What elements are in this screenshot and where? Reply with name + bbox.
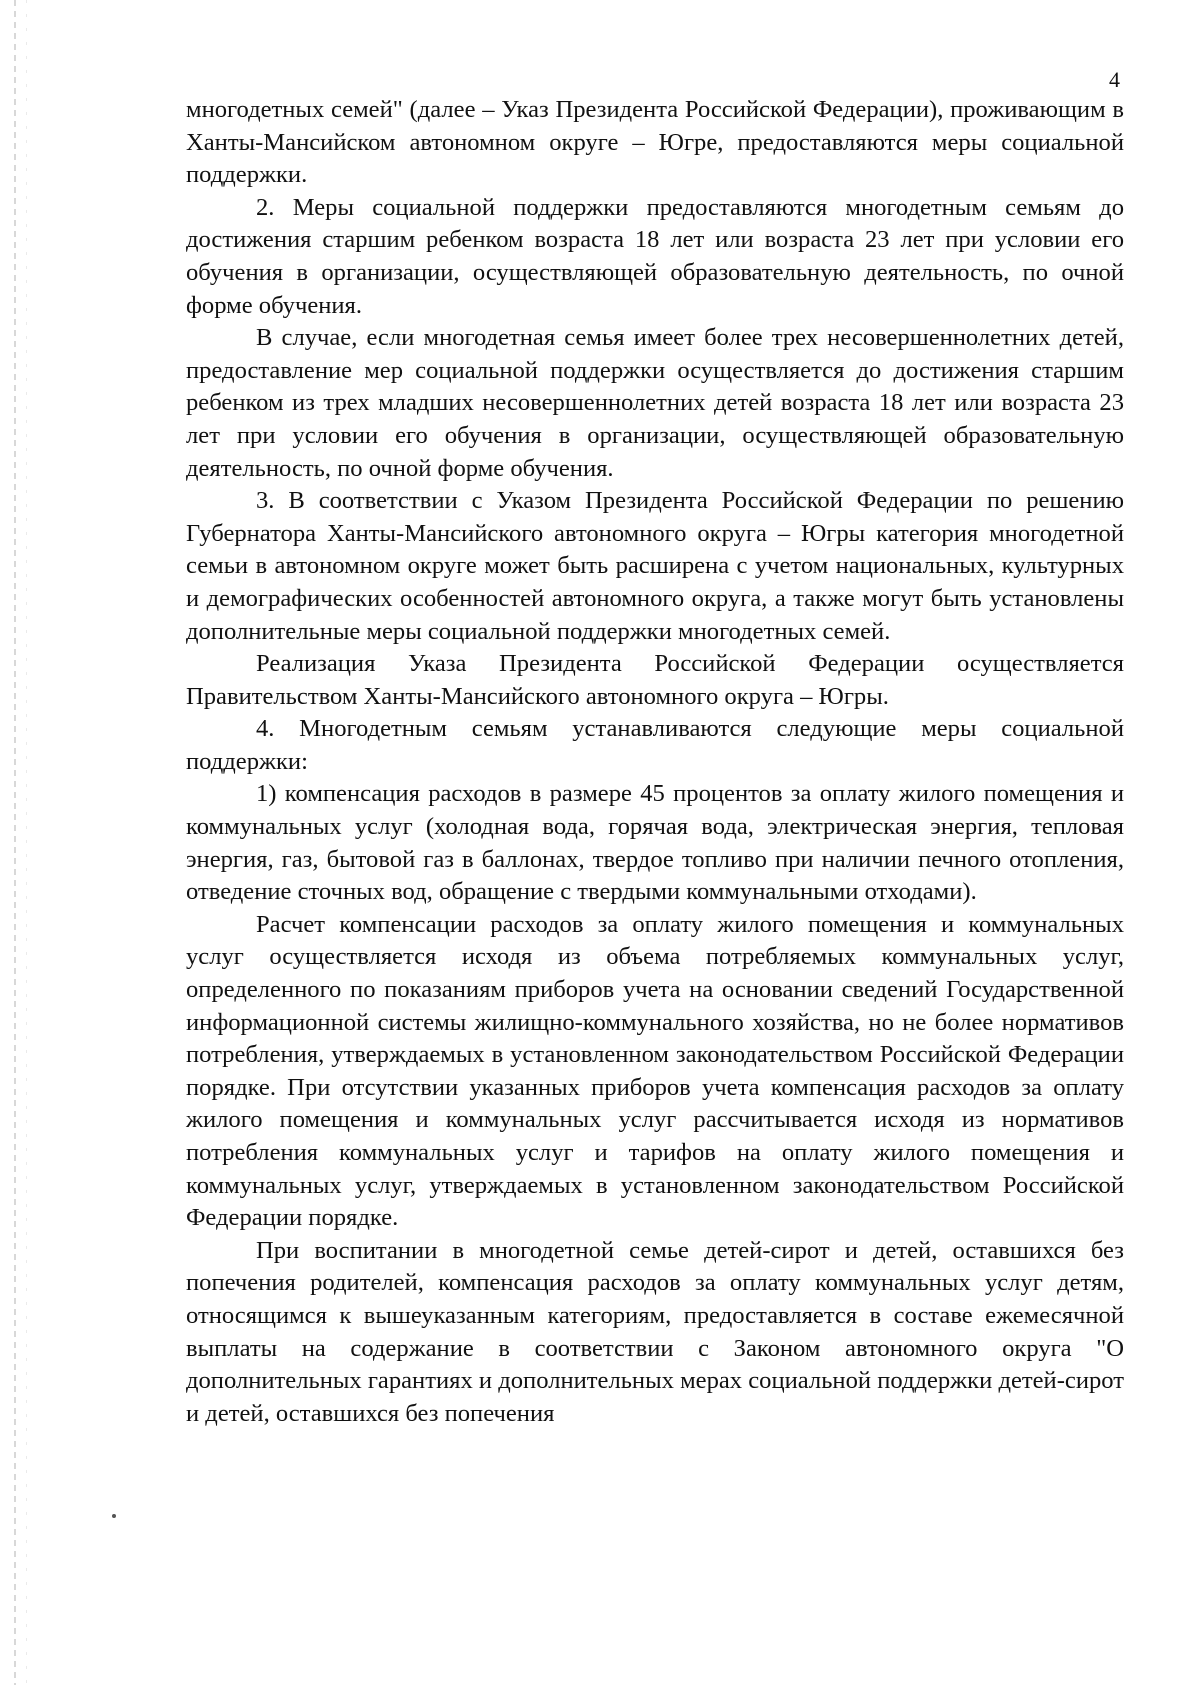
paragraph-clause-2: 2. Меры социальной поддержки предоставляются многодетным семьям до достижения старшим ребенком возраста 18 лет или возраста 23 лет при условии его обучения в организации, осуществляющей образовательную деятельность, по очной форме обучения. (186, 193, 1124, 319)
scan-dot-mark (112, 1514, 116, 1518)
paragraph-clause-4: 4. Многодетным семьям устанавливаются следующие меры социальной поддержки: (186, 715, 1124, 775)
paragraph-orphans: При воспитании в многодетной семье детей-сирот и детей, оставшихся без попечения родителей, компенсация расходов за оплату коммунальных услуг детям, относящимся к вышеуказанным категориям, предоставляется в составе ежемесячной выплаты на содержание в соответствии с Законом автономного округа "О дополнительных гарантиях и дополнительных мерах социальной поддержки детей-сирот и детей, оставшихся без попечения (186, 1236, 1124, 1427)
paragraph-subclause-1: 1) компенсация расходов в размере 45 процентов за оплату жилого помещения и коммунальных услуг (холодная вода, горячая вода, электрическая энергия, тепловая энергия, газ, бытовой газ в баллонах, твердое топливо при наличии печного отопления, отведение сточных вод, обращение с твердыми коммунальными отходами). (186, 780, 1124, 906)
paragraph-clause-3: 3. В соответствии с Указом Президента Российской Федерации по решению Губернатора Ханты-Мансийского автономного округа – Югры категория многодетной семьи в автономном округе может быть расширена с учетом национальных, культурных и демографических особенностей автономного округа, а также могут быть установлены дополнительные меры социальной поддержки многодетных семей. (186, 487, 1124, 645)
paragraph-decree-implementation: Реализация Указа Президента Российской Федерации осуществляется Правительством Ханты-Мансийского автономного округа – Югры. (186, 650, 1124, 710)
document-body (186, 94, 1124, 1430)
scan-binding-edge-secondary (26, 0, 27, 1685)
scan-binding-edge (14, 0, 16, 1685)
paragraph-continuation: многодетных семей" (далее – Указ Президента Российской Федерации), проживающим в Ханты-Мансийском автономном округе – Югре, предоставляются меры социальной поддержки. (186, 96, 1124, 189)
paragraph-large-family-case: В случае, если многодетная семья имеет более трех несовершеннолетних детей, предоставление мер социальной поддержки осуществляется до достижения старшим ребенком из трех младших несовершеннолетних детей возраста 18 лет или возраста 23 лет при условии его обучения в организации, осуществляющей образовательную деятельность, по очной форме обучения. (186, 324, 1124, 482)
page-number: 4 (1109, 67, 1120, 92)
paragraph-compensation-calculation: Расчет компенсации расходов за оплату жилого помещения и коммунальных услуг осуществляется исходя из объема потребляемых коммунальных услуг, определенного по показаниям приборов учета на основании сведений Государственной информационной системы жилищно-коммунального хозяйства, но не более нормативов потребления, утверждаемых в установленном законодательством Российской Федерации порядке. При отсутствии указанных приборов учета компенсация расходов за оплату жилого помещения и коммунальных услуг рассчитывается исходя из нормативов потребления коммунальных услуг и тарифов на оплату жилого помещения и коммунальных услуг, утверждаемых в установленном законодательством Российской Федерации порядке. (186, 910, 1124, 1232)
